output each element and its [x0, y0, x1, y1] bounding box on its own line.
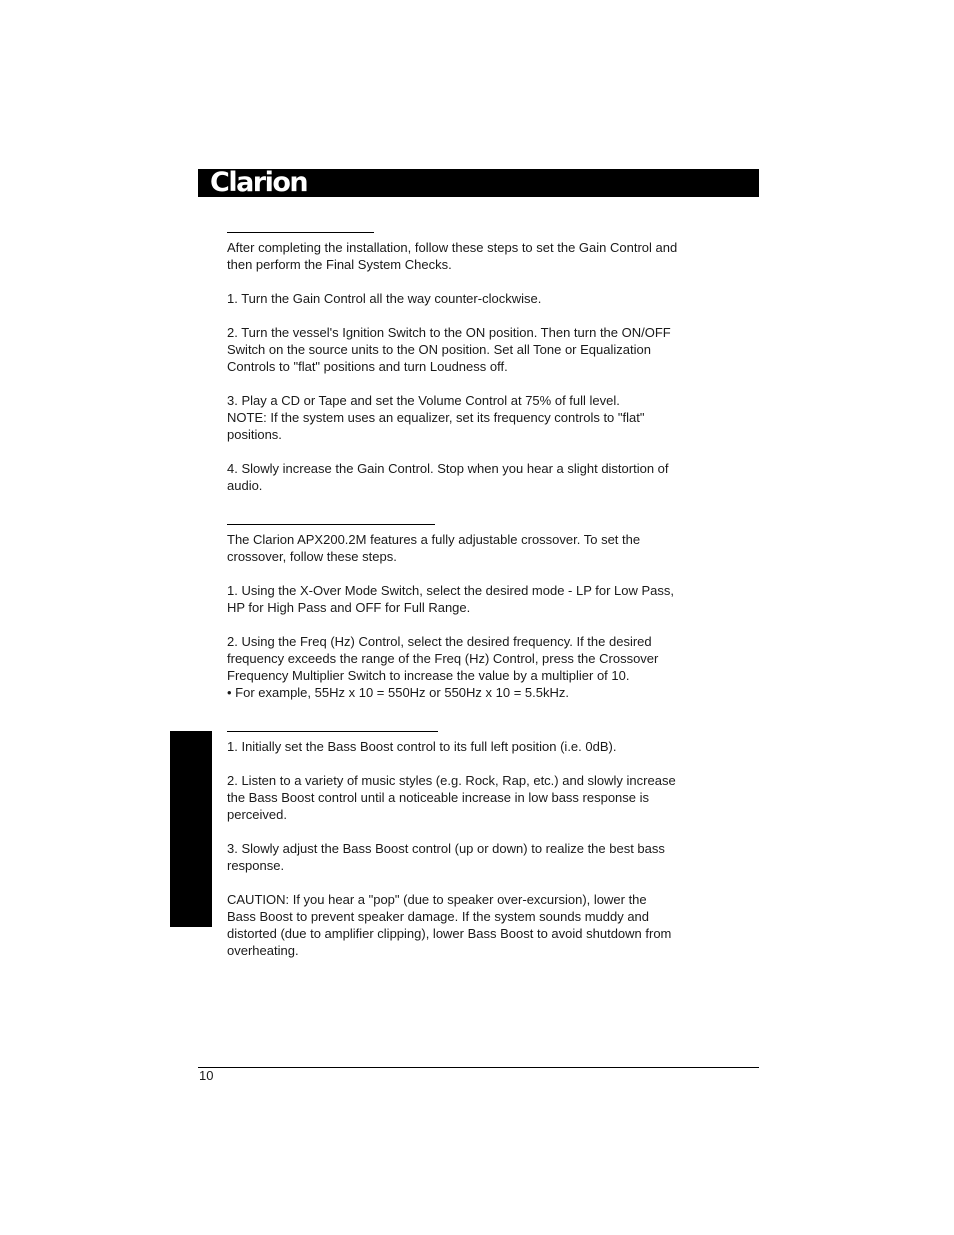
section-paragraph: 1. Using the X-Over Mode Switch, select the desired mode - LP for Low Pass, HP for High Pass and OFF for Full Range. — [227, 583, 675, 615]
footer-rule — [198, 1067, 759, 1068]
section-3 — [227, 731, 727, 959]
clarion-logo: Clarion — [210, 167, 308, 198]
section-paragraph: 2. Using the Freq (Hz) Control, select the desired frequency. If the desired frequency exceeds the range of the Freq (Hz) Control, press the Crossover Frequency Multiplier Switch to increase the value by a multiplier of 10. • For example, 55Hz x 10 = 550Hz or 550Hz x 10 = 5.5kHz. — [227, 634, 659, 700]
page-number: 10 — [199, 1068, 214, 1083]
section-paragraph: 3. Play a CD or Tape and set the Volume Control at 75% of full level. NOTE: If the system uses an equalizer, set its frequency controls to "flat" positions. — [227, 393, 645, 442]
section-2 — [227, 524, 727, 701]
section-paragraph: 3. Slowly adjust the Bass Boost control (up or down) to realize the best bass response. — [227, 841, 665, 873]
section-paragraph: 2. Listen to a variety of music styles (e.g. Rock, Rap, etc.) and slowly increase the Bass Boost control until a noticeable increase in low bass response is perceived. — [227, 773, 676, 822]
page-content — [227, 232, 727, 959]
section-paragraph: 1. Initially set the Bass Boost control to its full left position (i.e. 0dB). — [227, 739, 617, 754]
brand-header-bar — [198, 169, 759, 197]
section-side-tab — [170, 731, 212, 927]
section-paragraph: 4. Slowly increase the Gain Control. Stop when you hear a slight distortion of audio. — [227, 461, 669, 493]
section-paragraph: The Clarion APX200.2M features a fully adjustable crossover. To set the crossover, follow these steps. — [227, 532, 641, 564]
section-paragraph: 1. Turn the Gain Control all the way counter-clockwise. — [227, 291, 542, 306]
section-paragraph: 2. Turn the vessel's Ignition Switch to the ON position. Then turn the ON/OFF Switch on the source units to the ON position. Set all Tone or Equalization Controls to "flat" positions and turn Loudness off. — [227, 325, 671, 374]
section-paragraph: After completing the installation, follow these steps to set the Gain Control and then perform the Final System Checks. — [227, 240, 678, 272]
section-paragraph: CAUTION: If you hear a "pop" (due to speaker over-excursion), lower the Bass Boost to prevent speaker damage. If the system sounds muddy and distorted (due to amplifier clipping), lower Bass Boost to avoid shutdown from overheating. — [227, 892, 672, 958]
section-1 — [227, 232, 727, 494]
